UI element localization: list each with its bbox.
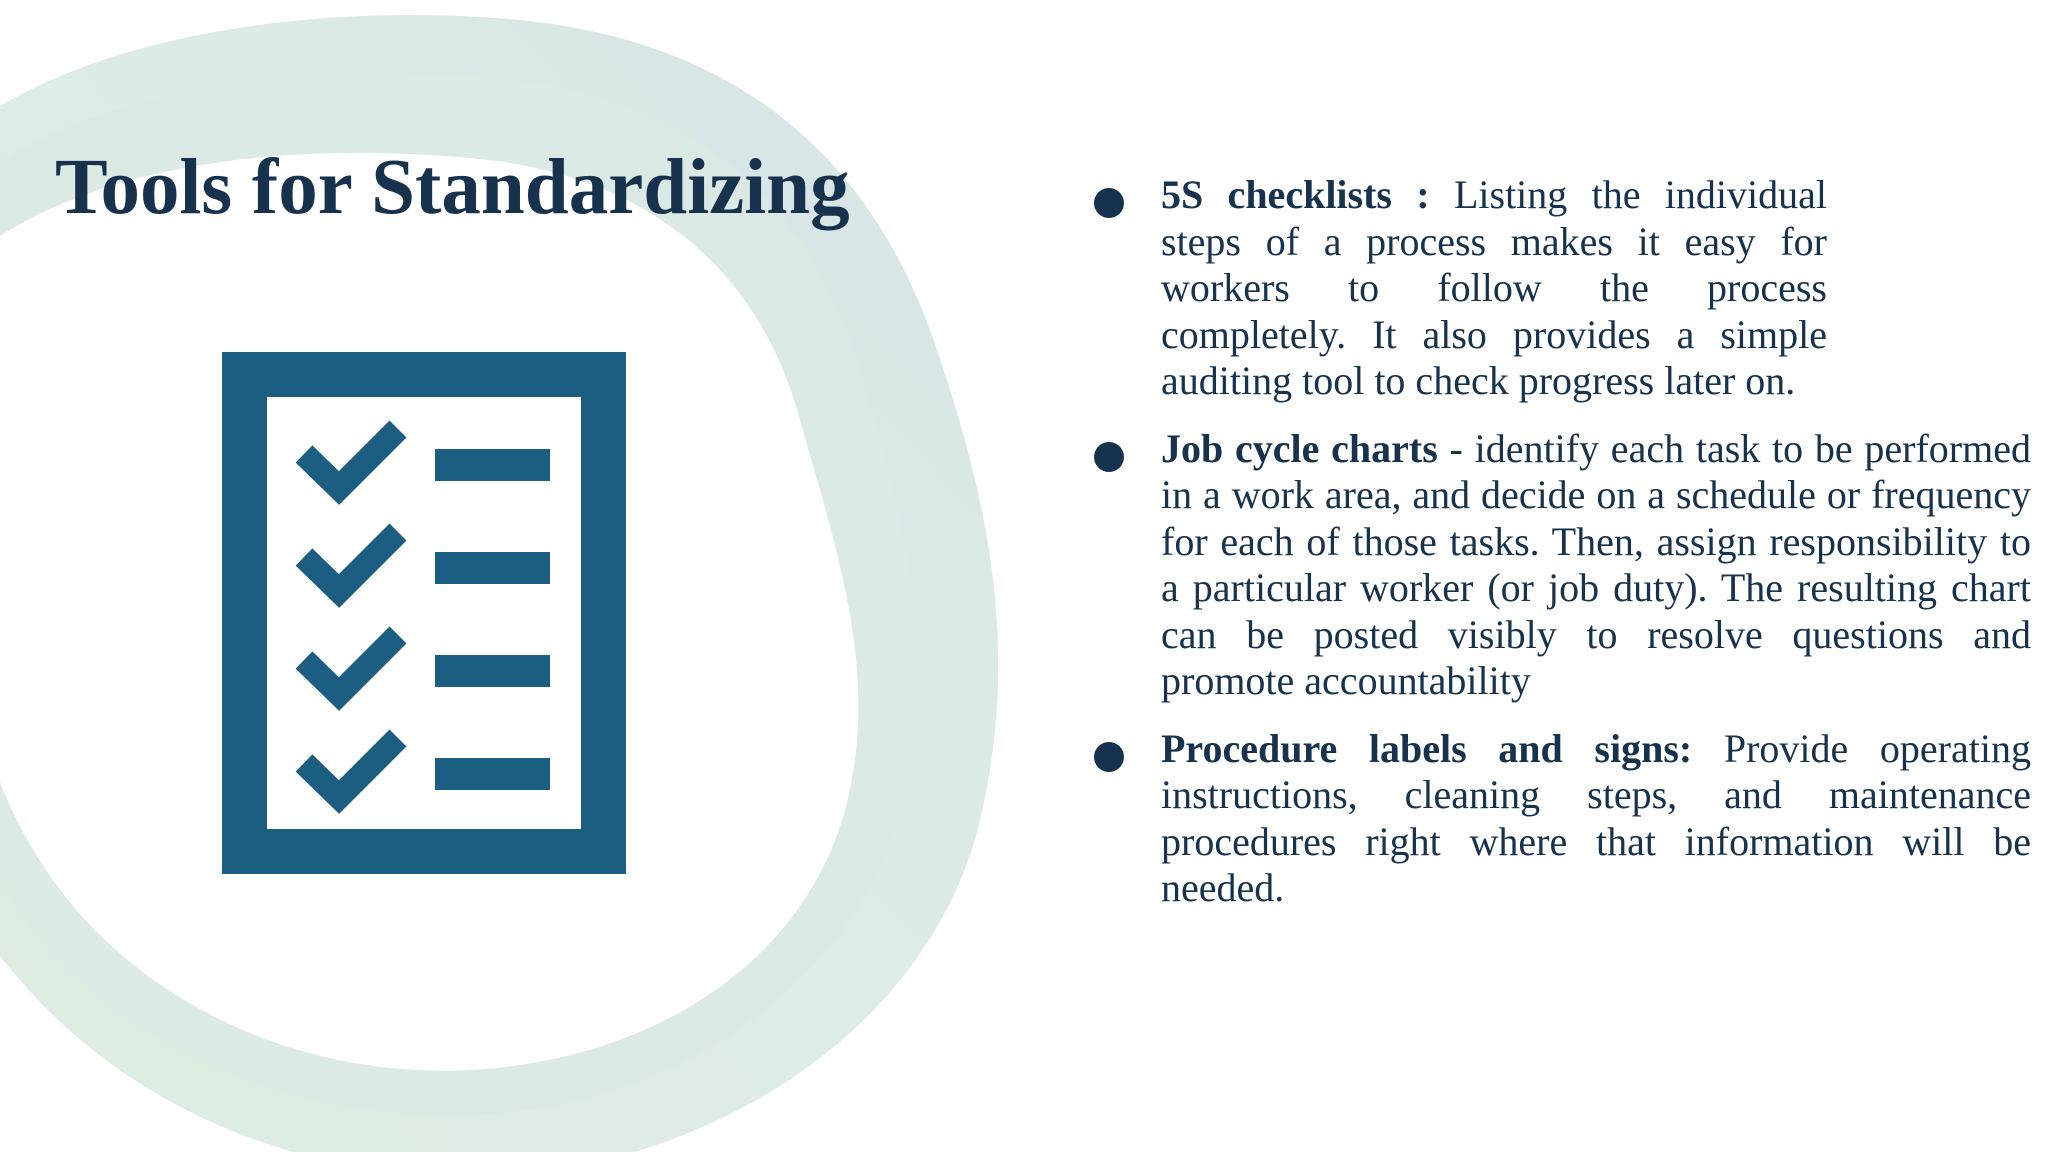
bullet-dot-icon bbox=[1094, 742, 1124, 772]
bullet-list bbox=[1085, 172, 2035, 933]
check-line-4 bbox=[435, 758, 550, 790]
bullet-text: Provide operating instructions, cleaning steps, and maintenance procedures right where that information will be needed. bbox=[1161, 725, 2031, 910]
bullet-term: 5S checklists : bbox=[1161, 172, 1430, 217]
bullet-item-5s-checklists bbox=[1085, 172, 1827, 405]
slide-title: Tools for Standardizing bbox=[55, 144, 850, 231]
checklist-icon bbox=[222, 352, 626, 874]
bullet-term: Job cycle charts bbox=[1161, 425, 1438, 471]
check-line-2 bbox=[435, 552, 550, 584]
bullet-item-job-cycle-charts bbox=[1085, 426, 2031, 705]
bullet-text: - identify each task to be performed in a work area, and decide on a schedule or frequency for each of those tasks. Then, assign responsibility to a particular worker (or job duty). The resulting chart can be posted visibly to resolve questions and promote accountability bbox=[1161, 425, 2031, 703]
bullet-dot-icon bbox=[1094, 188, 1124, 218]
bullet-dot-icon bbox=[1094, 442, 1124, 472]
check-line-1 bbox=[435, 449, 550, 481]
bullet-term: Procedure labels and signs: bbox=[1161, 725, 1693, 771]
bullet-item-procedure-labels bbox=[1085, 726, 2031, 912]
check-line-3 bbox=[435, 655, 550, 687]
bullet-text: Listing the individual steps of a process makes it easy for workers to follow the process completely. It also provides a simple auditing tool to check progress later on. bbox=[1161, 172, 1828, 403]
